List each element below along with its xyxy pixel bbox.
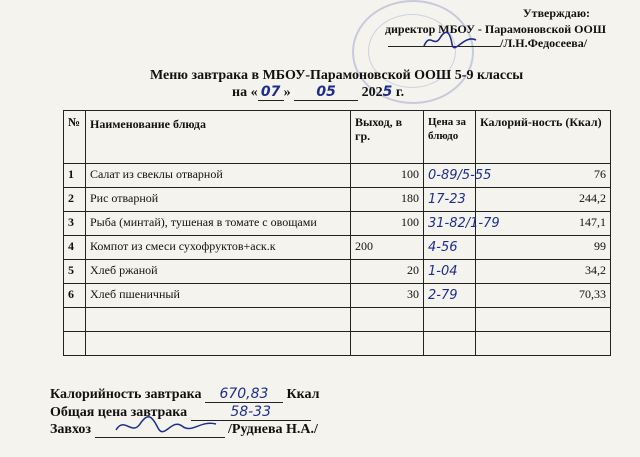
row-name: Хлеб ржаной (86, 260, 351, 284)
row-price-value: 0-89/5-55 (428, 168, 492, 183)
manager-label: Завхоз (50, 422, 92, 437)
row-price (424, 332, 476, 356)
table-row (64, 164, 611, 188)
row-name: Хлеб пшеничный (86, 284, 351, 308)
date-day: 07 (258, 84, 284, 101)
row-num: 6 (64, 284, 86, 308)
row-num (64, 308, 86, 332)
row-name (86, 332, 351, 356)
row-num: 3 (64, 212, 86, 236)
col-num-header: № (64, 111, 86, 164)
table-header-row (64, 111, 611, 164)
row-weight: 20 (351, 260, 424, 284)
year-end: г. (395, 85, 405, 100)
calories-label: Калорийность завтрака (50, 387, 202, 402)
row-weight: 30 (351, 284, 424, 308)
row-name: Рис отварной (86, 188, 351, 212)
row-kcal: 147,1 (476, 212, 611, 236)
row-num: 5 (64, 260, 86, 284)
row-kcal: 70,33 (476, 284, 611, 308)
col-kcal-header: Калорий-ность (Ккал) (476, 111, 611, 164)
table-row (64, 236, 611, 260)
year-prefix: 202 (361, 85, 383, 100)
menu-table (63, 110, 611, 356)
row-weight (351, 308, 424, 332)
approval-title: Утверждаю: (522, 6, 590, 20)
row-price-value: 17-23 (428, 192, 466, 207)
row-price (424, 284, 476, 308)
table-row (64, 188, 611, 212)
row-num (64, 332, 86, 356)
row-name (86, 308, 351, 332)
row-num: 2 (64, 188, 86, 212)
approval-director: директор МБОУ - Парамоновской ООШ (384, 22, 606, 36)
row-kcal: 34,2 (476, 260, 611, 284)
row-price (424, 188, 476, 212)
price-label: Общая цена завтрака (50, 405, 188, 420)
row-kcal: 99 (476, 236, 611, 260)
row-kcal: 244,2 (476, 188, 611, 212)
approval-signature (420, 28, 480, 52)
manager-name: /Руднева Н.А./ (228, 422, 318, 437)
row-price (424, 308, 476, 332)
table-row (64, 284, 611, 308)
table-row (64, 260, 611, 284)
row-price-value: 31-82/1-79 (428, 216, 500, 231)
row-weight (351, 332, 424, 356)
row-price-value: 2-79 (428, 288, 458, 303)
row-kcal (476, 308, 611, 332)
row-name: Салат из свеклы отварной (86, 164, 351, 188)
row-kcal (476, 332, 611, 356)
row-price (424, 236, 476, 260)
date-mid: » (283, 85, 291, 100)
row-kcal: 76 (476, 164, 611, 188)
row-name: Рыба (минтай), тушеная в томате с овощами (86, 212, 351, 236)
row-weight: 100 (351, 212, 424, 236)
row-name: Компот из смеси сухофруктов+аск.к (86, 236, 351, 260)
date-month: 05 (294, 84, 358, 101)
calories-value: 670,83 (205, 386, 283, 403)
row-price (424, 212, 500, 236)
row-num: 1 (64, 164, 86, 188)
row-price (424, 164, 492, 188)
page-title: Меню завтрака в МБОУ-Парамоновской ООШ 5-9 классы (150, 68, 524, 83)
date-prefix: на « (232, 85, 258, 100)
calories-total (50, 386, 319, 403)
row-weight: 100 (351, 164, 424, 188)
col-weight-header: Выход, в гр. (351, 111, 424, 164)
manager-signature-scribble (112, 414, 222, 438)
calories-unit: Ккал (286, 387, 320, 402)
row-num: 4 (64, 236, 86, 260)
menu-date (232, 84, 404, 101)
year-suffix: 5 (382, 84, 393, 100)
price-value: 58-33 (191, 404, 311, 421)
row-weight: 180 (351, 188, 424, 212)
row-price (424, 260, 476, 284)
col-name-header: Наименование блюда (86, 111, 351, 164)
row-weight: 200 (351, 236, 424, 260)
table-row-empty (64, 332, 611, 356)
approval-name: /Л.Н.Федосеева/ (500, 36, 588, 50)
table-row-empty (64, 308, 611, 332)
row-price-value: 4-56 (428, 240, 458, 255)
row-price-value: 1-04 (428, 264, 458, 279)
col-price-header: Цена за блюдо (424, 111, 476, 164)
table-row (64, 212, 611, 236)
